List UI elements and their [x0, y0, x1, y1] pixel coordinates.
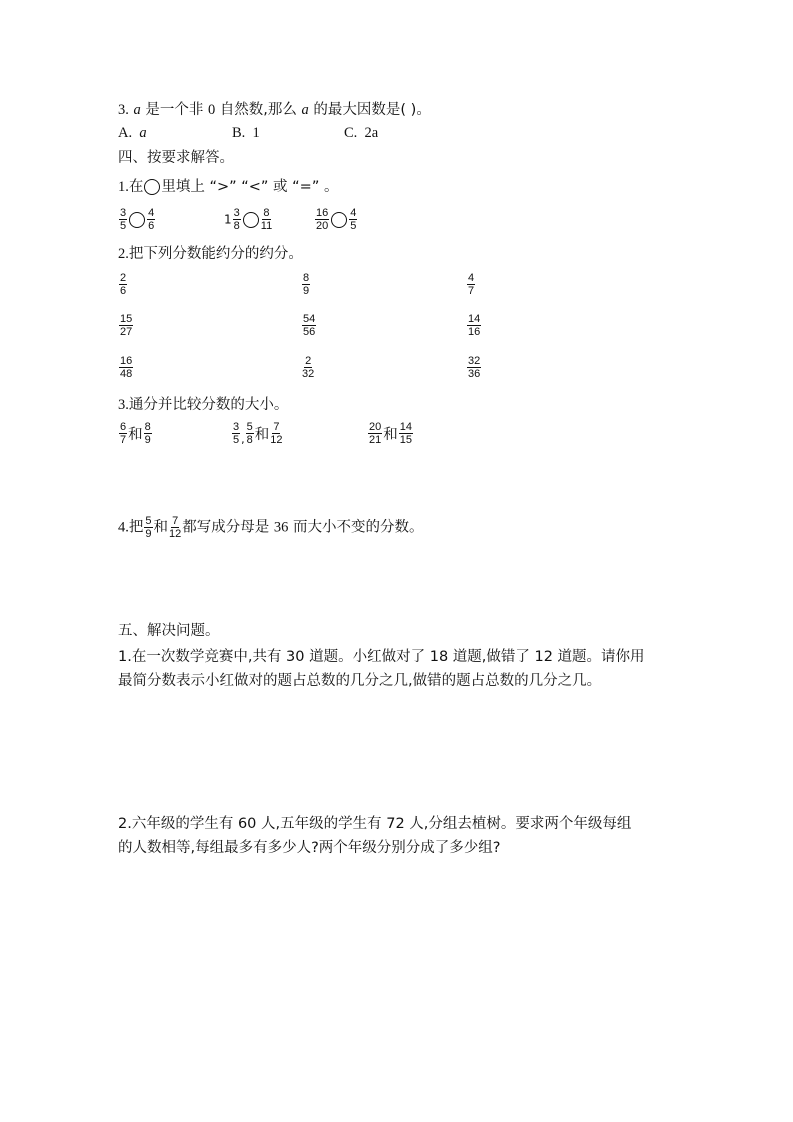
- numerator: 3: [233, 421, 240, 433]
- option-label: B.: [232, 125, 246, 141]
- fraction: [270, 421, 282, 446]
- numerator: 32: [468, 355, 481, 367]
- s4-question-1: [118, 178, 338, 196]
- s5-question-1-line2: 最简分数表示小红做对的题占总数的几分之几,做错的题占总数的几分之几。: [118, 673, 602, 689]
- numerator: 14: [468, 313, 481, 325]
- numerator: 5: [145, 515, 152, 527]
- q3-text: 是一个非: [145, 102, 204, 118]
- whole-number: 1: [224, 212, 232, 227]
- q-text: 在: [128, 179, 144, 195]
- var-a: a: [301, 102, 309, 118]
- question-3: [118, 101, 431, 119]
- denominator: 20: [316, 220, 329, 232]
- denominator: 15: [399, 434, 412, 446]
- section-4-heading: 四、按要求解答。: [118, 150, 234, 166]
- q-text: 而大小不变的分数。: [292, 519, 424, 536]
- reduce-item: [301, 355, 315, 380]
- numerator: 2: [305, 355, 312, 367]
- s5-question-1-line1: 1.在一次数学竞赛中,共有 30 道题。小红做对了 18 道题,做错了 12 道题。请你用: [118, 649, 645, 665]
- q-text: 都写成分母是: [182, 519, 270, 536]
- circle-icon: [144, 179, 160, 195]
- and-text: 和: [128, 427, 143, 443]
- section-5-heading: 五、解决问题。: [118, 623, 220, 639]
- fraction: [119, 272, 127, 297]
- denominator: 21: [369, 434, 382, 446]
- denominator: 5: [350, 220, 357, 232]
- reduce-item: [301, 313, 317, 338]
- fraction: [119, 207, 127, 232]
- s5-question-2-line1: 2.六年级的学生有 60 人,五年级的学生有 72 人,分组去植树。要求两个年级每组: [118, 816, 632, 832]
- number: 36: [273, 519, 289, 536]
- denominator: 5: [233, 434, 240, 446]
- denominator: 56: [303, 326, 316, 338]
- fraction: [232, 421, 240, 446]
- reduce-item: [466, 272, 476, 297]
- option-a: [118, 124, 147, 142]
- denominator: 5: [120, 220, 127, 232]
- option-c: [344, 124, 378, 142]
- numerator: 20: [369, 421, 382, 433]
- reduce-item: [466, 355, 482, 380]
- fraction: [119, 313, 133, 338]
- denominator: 9: [144, 434, 151, 446]
- q-number: 3.: [118, 102, 129, 118]
- option-b: [232, 124, 260, 142]
- fraction: [399, 421, 413, 446]
- fraction: [169, 515, 181, 540]
- denominator: 7: [468, 285, 475, 297]
- fraction: [467, 355, 481, 380]
- denominator: 11: [260, 220, 273, 232]
- s4-question-3: [118, 396, 288, 414]
- q-text: 和: [153, 519, 168, 536]
- denominator: 32: [302, 368, 315, 380]
- q-number: 3.: [118, 397, 129, 413]
- q-text: 把下列分数能约分的约分。: [128, 246, 303, 262]
- numerator: 8: [303, 272, 310, 284]
- reduce-item: [301, 272, 311, 297]
- and-text: 和: [383, 427, 398, 443]
- denominator: 16: [468, 326, 481, 338]
- q-text: 通分并比较分数的大小。: [128, 397, 289, 413]
- circle-icon[interactable]: [243, 212, 259, 228]
- fraction: [147, 207, 155, 232]
- numerator: 16: [120, 355, 133, 367]
- denominator: 48: [120, 368, 133, 380]
- numerator: 15: [120, 313, 133, 325]
- numerator: 6: [120, 421, 127, 433]
- compare-pair: [231, 421, 284, 446]
- compare-pair: [367, 421, 414, 446]
- reduce-item: [118, 355, 134, 380]
- fraction: [261, 207, 272, 232]
- comparison-item: [118, 207, 156, 232]
- fraction: [467, 272, 475, 297]
- fraction: [315, 207, 329, 232]
- option-value: a: [139, 125, 147, 141]
- option-label: A.: [118, 125, 133, 141]
- q-number: 2.: [118, 246, 129, 262]
- denominator: 12: [270, 434, 283, 446]
- q-text: 把: [128, 519, 144, 536]
- s5-question-2-line2: 的人数相等,每组最多有多少人?两个年级分别分成了多少组?: [118, 840, 501, 856]
- q3-text2: 自然数,那么: [219, 102, 297, 118]
- numerator: 5: [246, 421, 253, 433]
- fraction: [368, 421, 382, 446]
- fraction: [302, 355, 314, 380]
- numerator: 8: [144, 421, 151, 433]
- numerator: 7: [172, 515, 179, 527]
- var-a: a: [133, 102, 141, 118]
- numerator: 54: [303, 313, 316, 325]
- option-value: 1: [252, 125, 260, 141]
- denominator: 6: [148, 220, 155, 232]
- numerator: 4: [350, 207, 357, 219]
- comma: ,: [241, 433, 245, 446]
- fraction: [233, 207, 241, 232]
- s4-question-4: [118, 515, 423, 540]
- comparison-item: [224, 207, 273, 232]
- numerator: 16: [316, 207, 329, 219]
- fraction: [119, 355, 133, 380]
- numerator: 4: [468, 272, 475, 284]
- fraction: [246, 421, 254, 446]
- comparison-item: [314, 207, 358, 232]
- q-number: 4.: [118, 519, 129, 536]
- q3-zero: 0: [207, 102, 216, 118]
- numerator: 4: [148, 207, 155, 219]
- option-label: C.: [344, 125, 358, 141]
- reduce-item: [118, 272, 128, 297]
- denominator: 8: [233, 220, 240, 232]
- and-text: 和: [254, 427, 270, 443]
- numerator: 7: [273, 421, 280, 433]
- denominator: 27: [120, 326, 133, 338]
- numerator: 14: [399, 421, 412, 433]
- denominator: 7: [120, 434, 127, 446]
- q-number: 1.: [118, 179, 129, 195]
- fraction: [302, 313, 316, 338]
- compare-pair: [118, 421, 153, 446]
- denominator: 8: [246, 434, 253, 446]
- denominator: 9: [303, 285, 310, 297]
- circle-icon[interactable]: [331, 212, 347, 228]
- q-text: 里填上 “>” “<” 或 “=” 。: [161, 179, 339, 195]
- numerator: 3: [233, 207, 240, 219]
- numerator: 2: [120, 272, 127, 284]
- s4-question-2: [118, 245, 303, 263]
- numerator: 8: [263, 207, 270, 219]
- reduce-item: [466, 313, 482, 338]
- denominator: 12: [169, 528, 182, 540]
- option-value: 2a: [364, 125, 379, 141]
- denominator: 6: [120, 285, 127, 297]
- fraction: [119, 421, 127, 446]
- numerator: 3: [120, 207, 127, 219]
- fraction: [302, 272, 310, 297]
- reduce-item: [118, 313, 134, 338]
- circle-icon[interactable]: [129, 212, 145, 228]
- denominator: 9: [145, 528, 152, 540]
- fraction: [144, 515, 152, 540]
- fraction: [467, 313, 481, 338]
- fraction: [144, 421, 152, 446]
- q3-text3: 的最大因数是( )。: [313, 102, 431, 118]
- denominator: 36: [468, 368, 481, 380]
- fraction: [349, 207, 357, 232]
